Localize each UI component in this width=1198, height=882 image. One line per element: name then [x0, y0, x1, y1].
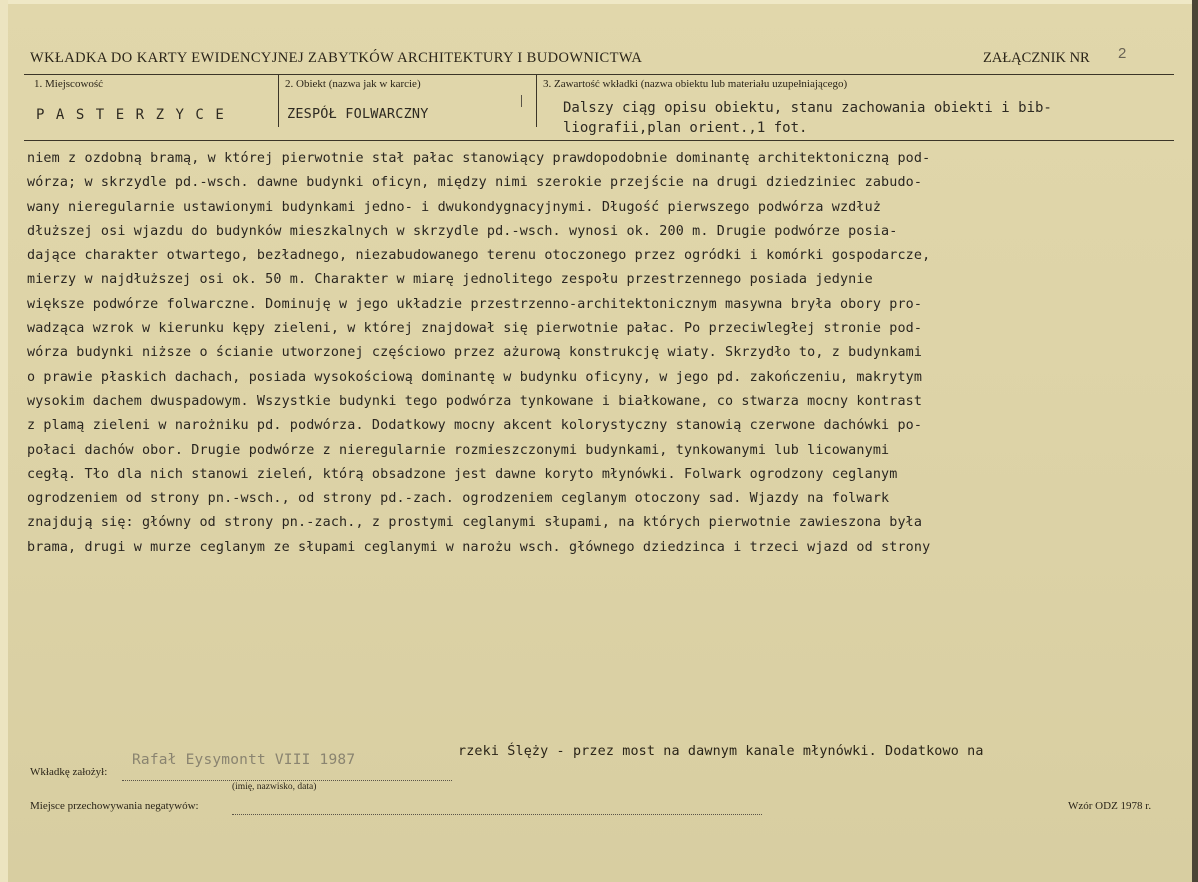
- card-right-edge: [1192, 0, 1198, 882]
- text-line: o prawie płaskich dachach, posiada wysokościową dominantę w budynku oficyny, w jego pd. zakończeniu, makrytym: [27, 369, 923, 385]
- annex-label: ZAŁĄCZNIK NR: [983, 50, 1090, 66]
- annex-number: 2: [1118, 45, 1127, 62]
- filled-by-caption: (imię, nazwisko, data): [232, 782, 317, 792]
- fields-rule: [24, 140, 1174, 141]
- text-line: wórza; w skrzydle pd.-wsch. dawne budynki oficyn, między nimi szerokie przejście na drugi dziedziniec zabudo-: [27, 175, 923, 191]
- text-line: dające charakter otwartego, bezładnego, niezabudowanego terenu otoczonego przez ogródki i komórki gospodarcze,: [27, 248, 931, 264]
- form-title: WKŁADKA DO KARTY EWIDENCYJNEJ ZABYTKÓW ARCHITEKTURY I BUDOWNICTWA: [30, 50, 643, 66]
- header-rule: [24, 74, 1174, 75]
- column-divider-2: [536, 75, 537, 127]
- text-line: cegłą. Tło dla nich stanowi zieleń, którą obsadzone jest dawne koryto młynówki. Folwark ogrodzony ceglanym: [27, 466, 898, 482]
- text-line: mierzy w najdłuższej osi ok. 50 m. Charakter w miarę jednolitego zespołu przestrzennego posiada jedynie: [27, 272, 873, 288]
- filled-by-label: Wkładkę założył:: [30, 766, 108, 778]
- text-line: niem z ozdobną bramą, w której pierwotnie stał pałac stanowiący prawdopodobnie dominantę architektoniczną pod-: [27, 151, 931, 166]
- text-line-last: rzeki Ślęży - przez most na dawnym kanale młynówki. Dodatkowo na: [458, 744, 984, 759]
- place-value: PASTERZYCE: [36, 107, 236, 123]
- place-label: 1. Miejscowość: [34, 78, 104, 90]
- text-line: połaci dachów obor. Drugie podwórze z nieregularnie rozmieszczonymi budynkami, tynkowanymi lub licowanymi: [27, 442, 890, 458]
- column-divider-1: [278, 75, 279, 127]
- text-line: większe podwórze folwarczne. Dominuję w jego układzie przestrzenno-architektonicznym masywna bryła obory pro-: [27, 296, 923, 312]
- text-line: wadząca wzrok w kierunku kępy zieleni, w której znajdował się pierwotnie pałac. Po przeciwległej stronie pod-: [27, 321, 923, 337]
- content-line-1: Dalszy ciąg opisu obiektu, stanu zachowania obiekti i bib-: [563, 100, 1052, 116]
- object-label: 2. Obiekt (nazwa jak w karcie): [285, 78, 421, 90]
- filled-by-value: Rafał Eysymontt VIII 1987: [132, 752, 356, 768]
- text-line: wany nieregularnie ustawionymi budynkami jedno- i dwukondygnacyjnymi. Długość pierwszego podwórza wzdłuż: [27, 199, 882, 215]
- object-value: ZESPÓŁ FOLWARCZNY: [287, 106, 429, 122]
- text-line: ogrodzeniem od strony pn.-wsch., od strony pd.-zach. ogrodzeniem ceglanym otoczony sad. Wjazdy na folwark: [27, 491, 890, 507]
- pen-mark: [521, 95, 522, 107]
- text-line: z plamą zieleni w narożniku pd. podwórza. Dodatkowy mocny akcent kolorystyczny stanowią czerwone dachówki po-: [27, 418, 923, 434]
- filled-by-dotted-line: [122, 780, 452, 781]
- text-line: wysokim dachem dwuspadowym. Wszystkie budynki tego podwórza tynkowane i białkowane, co stwarza mocny kontrast: [27, 393, 923, 409]
- form-code: Wzór ODZ 1978 r.: [1068, 800, 1152, 812]
- card-left-edge: [0, 0, 8, 882]
- negatives-label: Miejsce przechowywania negatywów:: [30, 800, 199, 812]
- description-text: [27, 147, 1177, 560]
- negatives-dotted-line: [232, 814, 762, 815]
- content-value: [563, 98, 1173, 138]
- text-line: dłuższej osi wjazdu do budynków mieszkalnych w skrzydle pd.-wsch. wynosi ok. 200 m. Drugie podwórze posia-: [27, 223, 898, 239]
- text-line: znajdują się: główny od strony pn.-zach., z prostymi ceglanymi słupami, na których pierwotnie zawieszona była: [27, 515, 923, 531]
- content-label: 3. Zawartość wkładki (nazwa obiektu lub materiału uzupełniającego): [543, 78, 848, 90]
- text-line: wórza budynki niższe o ścianie utworzonej częściowo przez ażurową konstrukcję wiaty. Skrzydło to, z budynkami: [27, 345, 923, 361]
- card-top-edge: [0, 0, 1198, 4]
- content-line-2: liografii,plan orient.,1 fot.: [563, 120, 808, 136]
- text-line: brama, drugi w murze ceglanym ze słupami ceglanymi w narożu wsch. głównego dziedzinca i trzeci wjazd od strony: [27, 539, 931, 555]
